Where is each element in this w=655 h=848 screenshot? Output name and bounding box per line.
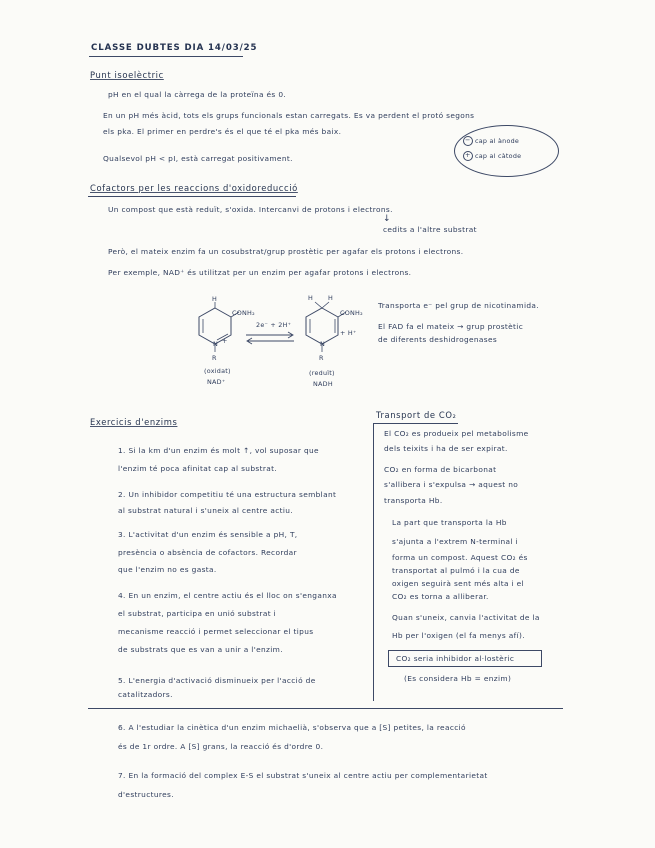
cofactor-note-2: El FAD fa el mateix → grup prostètic bbox=[378, 322, 524, 331]
exercise-separator bbox=[88, 708, 563, 709]
exercise-2-line-1: 2. Un inhibidor competitiu té una estructura semblant bbox=[118, 490, 337, 499]
exercise-4-line-2: el substrat, participa en unió substrat i bbox=[118, 609, 277, 618]
title-underline bbox=[89, 56, 243, 57]
isoelectric-heading: Punt isoelèctric bbox=[90, 70, 164, 80]
nad-conh2-label: CONH₂ bbox=[232, 309, 255, 317]
co2-line-8: forma un compost. Aquest CO₂ és bbox=[392, 553, 528, 562]
exercise-3-line-1: 3. L'activitat d'un enzim és sensible a pH, T, bbox=[118, 530, 298, 539]
exercise-3-line-2: presència o absència de cofactors. Recordar bbox=[118, 548, 297, 557]
co2-heading: Transport de CO₂ bbox=[376, 410, 457, 420]
co2-box-text: CO₂ seria inhibidor al·lostèric bbox=[396, 654, 515, 663]
exercise-1-line-1: 1. Si la km d'un enzim és molt ↑, vol suposar que bbox=[118, 446, 319, 455]
co2-line-10: oxigen seguirà sent més alta i el bbox=[392, 579, 524, 588]
isoelectric-line-1: pH en el qual la càrrega de la proteïna és 0. bbox=[108, 90, 287, 99]
exercise-4-line-4: de substrats que es van a unir a l'enzim. bbox=[118, 645, 283, 654]
nadh-state-label: (reduït) bbox=[309, 369, 335, 377]
isoelectric-line-3: els pka. El primer en perdre's és el que té el pka més baix. bbox=[103, 127, 342, 136]
exercise-4-line-3: mecanisme reacció i permet seleccionar el tipus bbox=[118, 627, 314, 636]
minus-sign: − bbox=[465, 136, 471, 144]
isoelectric-line-2: En un pH més àcid, tots els grups funcionals estan carregats. Es va perdent el protó segons bbox=[103, 111, 475, 120]
nad-name-label: NAD⁺ bbox=[207, 378, 226, 386]
co2-line-7: s'ajunta a l'extrem N-terminal i bbox=[392, 537, 518, 546]
plus-sign: + bbox=[465, 151, 471, 159]
nad-plus-label: + bbox=[222, 337, 228, 345]
exercise-7-line-1: 7. En la formació del complex E-S el substrat s'uneix al centre actiu per complementarietat bbox=[118, 771, 488, 780]
nad-h-label: H bbox=[212, 295, 218, 303]
exercise-3-line-3: que l'enzim no es gasta. bbox=[118, 565, 217, 574]
reaction-electrons-label: 2e⁻ + 2H⁺ bbox=[256, 321, 292, 329]
co2-line-9: transportat al pulmó i la cua de bbox=[392, 566, 520, 575]
equilibrium-arrows-icon bbox=[244, 331, 296, 345]
page-title: CLASSE DUBTES DIA 14/03/25 bbox=[91, 43, 258, 53]
nadh-name-label: NADH bbox=[313, 380, 333, 388]
co2-heading-underline bbox=[374, 423, 458, 424]
co2-line-12: Quan s'uneix, canvia l'activitat de la bbox=[392, 613, 540, 622]
co2-line-5: transporta Hb. bbox=[384, 496, 443, 505]
nad-state-label: (oxidat) bbox=[204, 367, 231, 375]
cofactors-line-3: Però, el mateix enzim fa un cosubstrat/grup prostètic per agafar els protons i electrons. bbox=[108, 247, 464, 256]
cofactor-note-1: Transporta e⁻ pel grup de nicotinamida. bbox=[378, 301, 539, 310]
cofactors-line-4: Per exemple, NAD⁺ és utilitzat per un enzim per agafar protons i electrons. bbox=[108, 268, 412, 277]
cofactors-underline bbox=[88, 196, 296, 197]
exercises-heading: Exercicis d'enzims bbox=[90, 417, 178, 427]
exercise-5-line-2: catalitzadors. bbox=[118, 690, 173, 699]
cofactors-line-1: Un compost que està reduït, s'oxida. Intercanvi de protons i electrons. bbox=[108, 205, 393, 214]
co2-line-3: CO₂ en forma de bicarbonat bbox=[384, 465, 497, 474]
nad-r-label: R bbox=[212, 354, 217, 362]
co2-column-divider bbox=[373, 423, 374, 701]
exercise-4-line-1: 4. En un enzim, el centre actiu és el lloc on s'enganxa bbox=[118, 591, 337, 600]
cofactor-note-3: de diferents deshidrogenases bbox=[378, 335, 498, 344]
exercise-7-line-2: d'estructures. bbox=[118, 790, 174, 799]
bubble-cathode-text: cap al càtode bbox=[475, 152, 522, 160]
co2-line-6: La part que transporta la Hb bbox=[392, 518, 507, 527]
exercise-5-line-1: 5. L'energia d'activació disminueix per l'acció de bbox=[118, 676, 316, 685]
co2-line-2: dels teixits i ha de ser expirat. bbox=[384, 444, 508, 453]
exercise-6-line-2: és de 1r ordre. A [S] grans, la reacció és d'ordre 0. bbox=[118, 742, 324, 751]
co2-line-13: Hb per l'oxigen (el fa menys afí). bbox=[392, 631, 525, 640]
co2-line-4: s'allibera i s'expulsa → aquest no bbox=[384, 480, 519, 489]
cofactors-heading: Cofactors per les reaccions d'oxidoreducció bbox=[90, 183, 298, 193]
nadh-h2-label: H bbox=[328, 294, 334, 302]
arrow-down-icon: ↓ bbox=[383, 214, 391, 224]
bubble-anode-text: cap al ànode bbox=[475, 137, 520, 145]
co2-note-enzyme: (Es considera Hb = enzim) bbox=[404, 674, 512, 683]
exercise-6-line-1: 6. A l'estudiar la cinètica d'un enzim michaelià, s'observa que a [S] petites, la reacció bbox=[118, 723, 466, 732]
nadh-n-label: N bbox=[320, 340, 326, 348]
exercise-1-line-2: l'enzim té poca afinitat cap al substrat. bbox=[118, 464, 278, 473]
co2-line-11: CO₂ es torna a alliberar. bbox=[392, 592, 489, 601]
nadh-h1-label: H bbox=[308, 294, 314, 302]
exercise-2-line-2: al substrat natural i s'uneix al centre actiu. bbox=[118, 506, 294, 515]
nad-n-label: N bbox=[213, 340, 219, 348]
co2-line-1: El CO₂ es produeix pel metabolisme bbox=[384, 429, 529, 438]
isoelectric-line-4: Qualsevol pH < pI, està carregat positivament. bbox=[103, 154, 293, 163]
nadh-conh2-label: CONH₂ bbox=[340, 309, 363, 317]
nadh-plus-h-label: + H⁺ bbox=[340, 329, 357, 337]
cofactors-line-2: cedits a l'altre substrat bbox=[383, 225, 477, 234]
nadh-r-label: R bbox=[319, 354, 324, 362]
